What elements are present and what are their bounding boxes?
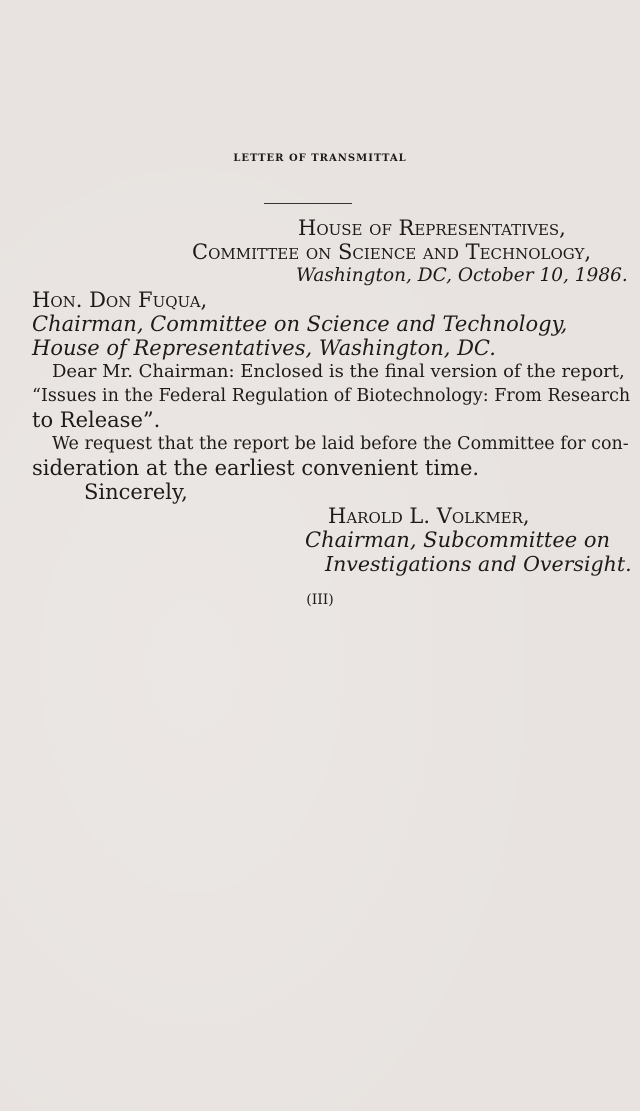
closing: Sincerely,: [84, 480, 188, 504]
title-divider: [264, 203, 352, 204]
body-line: to Release”.: [32, 408, 161, 432]
letter-title: LETTER OF TRANSMITTAL: [233, 153, 407, 164]
body-salutation-line: Dear Mr. Chairman: Enclosed is the final version of the report,: [52, 361, 625, 382]
org-line-house: House of Representatives,: [298, 216, 566, 240]
body-line: We request that the report be laid before the Committee for con-: [52, 434, 629, 454]
body-line: sideration at the earliest convenient time.: [32, 456, 480, 480]
place-date: Washington, DC, October 10, 1986.: [296, 265, 628, 286]
signature-title: Chairman, Subcommittee on: [305, 528, 611, 552]
body-line: “Issues in the Federal Regulation of Biotechnology: From Research: [32, 386, 631, 406]
org-line-committee: Committee on Science and Technology,: [192, 240, 592, 264]
addressee-house: House of Representatives, Washington, DC.: [32, 336, 496, 360]
page-number: (III): [306, 592, 334, 608]
signature-subcommittee: Investigations and Oversight.: [325, 552, 632, 576]
addressee-name: Hon. Don Fuqua,: [32, 288, 208, 312]
addressee-title: Chairman, Committee on Science and Technology,: [32, 312, 568, 336]
signature-name: Harold L. Volkmer,: [328, 504, 530, 528]
